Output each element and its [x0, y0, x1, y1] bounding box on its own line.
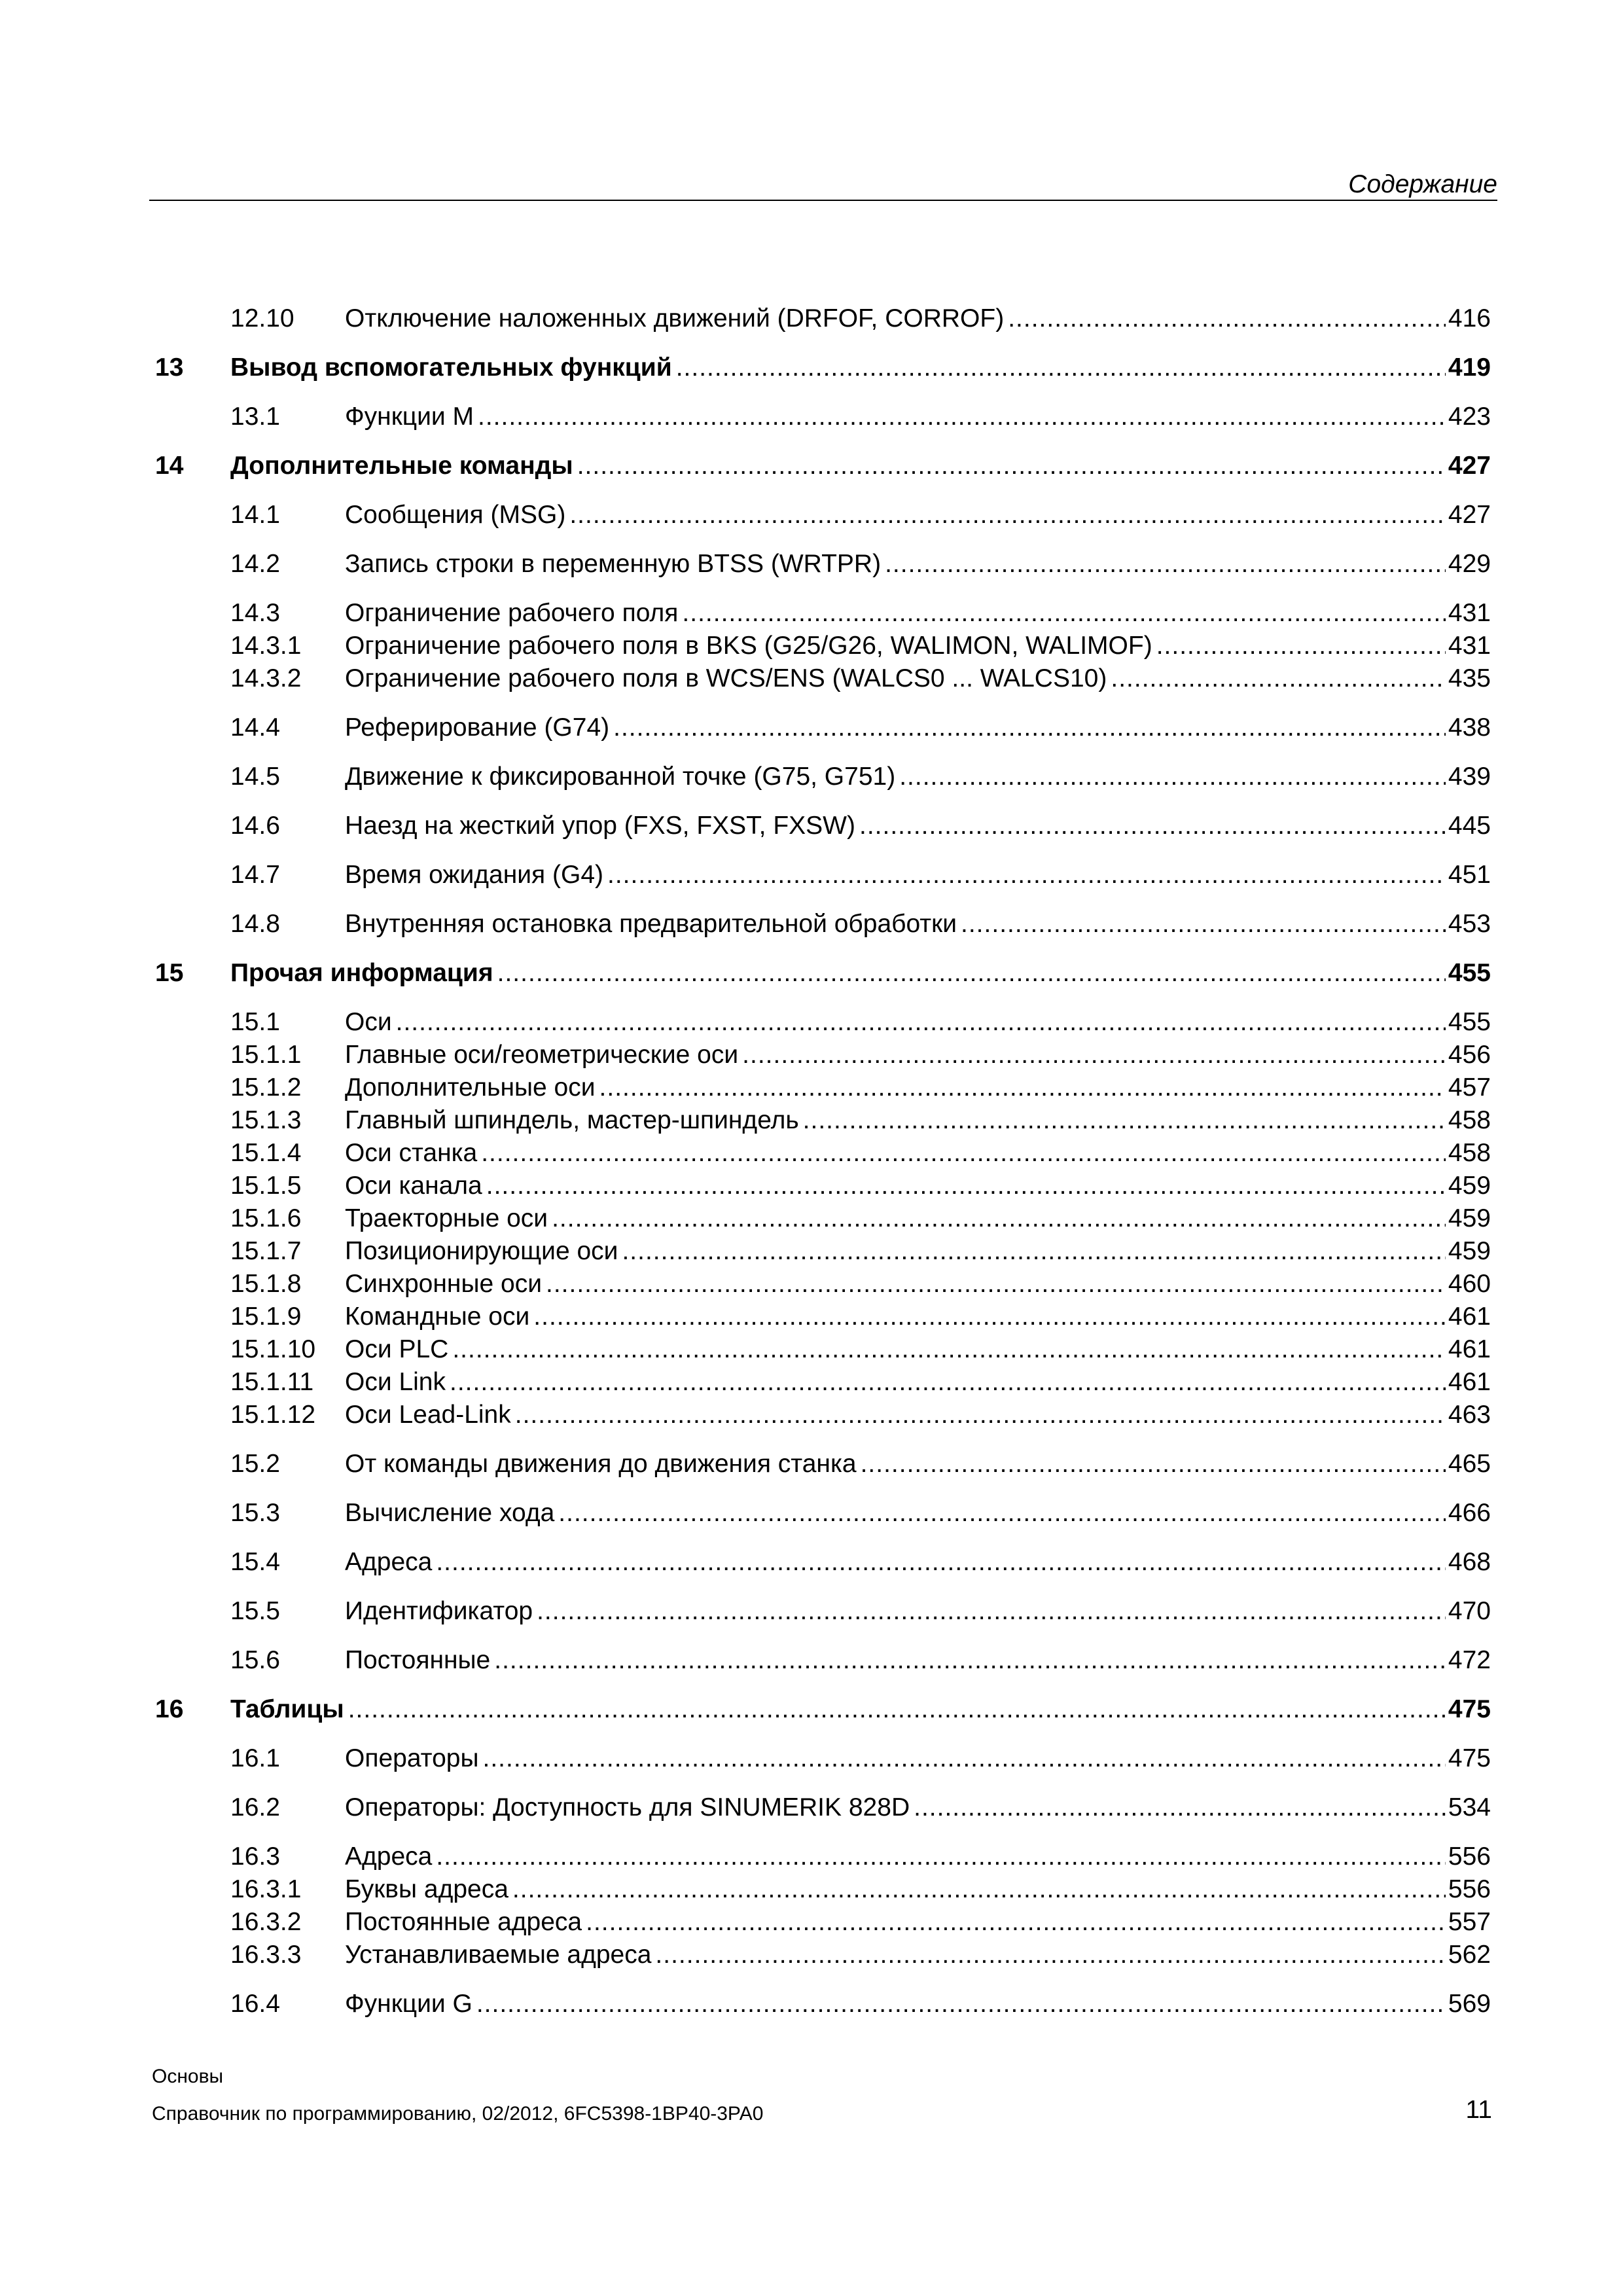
toc-entry-page-number: 431: [1448, 599, 1491, 627]
toc-entry[interactable]: [0, 761, 1623, 793]
toc-entry-title: Оси: [345, 1008, 392, 1036]
toc-entry-page-number: 470: [1448, 1597, 1491, 1625]
toc-dot-leader: [586, 1906, 1446, 1939]
toc-entry-page-number: 438: [1448, 713, 1491, 742]
toc-dot-leader: [558, 1497, 1446, 1530]
toc-dot-leader: [348, 1693, 1446, 1726]
toc-entry-leader-line: [230, 1693, 1491, 1726]
toc-dot-leader: [512, 1873, 1446, 1906]
toc-entry-number: 14.3: [230, 599, 280, 627]
toc-entry[interactable]: [0, 1006, 1623, 1039]
toc-entry-page-number: 562: [1448, 1941, 1491, 1969]
toc-entry-page-number: 427: [1448, 501, 1491, 529]
toc-entry-leader-line: [345, 810, 1491, 842]
toc-entry[interactable]: [0, 1235, 1623, 1268]
toc-entry[interactable]: [0, 1791, 1623, 1824]
toc-dot-leader: [478, 401, 1446, 433]
toc-entry-leader-line: [345, 908, 1491, 941]
toc-chapter-entry[interactable]: [0, 1693, 1623, 1726]
toc-entry-page-number: 461: [1448, 1302, 1491, 1331]
toc-entry-number: 15.1.4: [230, 1139, 302, 1167]
toc-entry-number: 13: [155, 353, 184, 382]
toc-dot-leader: [899, 761, 1446, 793]
toc-entry-page-number: 435: [1448, 664, 1491, 692]
toc-entry-title: Реферирование (G74): [345, 713, 610, 742]
toc-chapter-entry[interactable]: [0, 957, 1623, 990]
toc-entry-leader-line: [345, 597, 1491, 630]
toc-entry-leader-line: [345, 1742, 1491, 1775]
toc-entry-page-number: 445: [1448, 812, 1491, 840]
toc-entry-title: Операторы: Доступность для SINUMERIK 828D: [345, 1793, 910, 1821]
toc-entry[interactable]: [0, 908, 1623, 941]
toc-entry-number: 15.1.2: [230, 1073, 302, 1102]
toc-entry-leader-line: [345, 662, 1491, 695]
toc-entry[interactable]: [0, 1644, 1623, 1677]
toc-entry-page-number: 556: [1448, 1875, 1491, 1903]
toc-entry[interactable]: [0, 548, 1623, 581]
toc-entry-page-number: 419: [1448, 353, 1491, 382]
toc-entry-title: Позиционирующие оси: [345, 1237, 618, 1265]
toc-entry-title: Устанавливаемые адреса: [345, 1941, 652, 1969]
toc-entry[interactable]: [0, 1366, 1623, 1399]
footer-page-number: 11: [1465, 2096, 1492, 2124]
toc-entry-leader-line: [345, 1006, 1491, 1039]
toc-entry[interactable]: [0, 859, 1623, 891]
toc-entry-title: Оси PLC: [345, 1335, 449, 1363]
toc-entry-page-number: 439: [1448, 762, 1491, 791]
toc-entry-title: Отключение наложенных движений (DRFOF, CORROF): [345, 304, 1005, 332]
toc-chapter-entry[interactable]: [0, 450, 1623, 482]
toc-entry-leader-line: [345, 761, 1491, 793]
toc-entry-page-number: 423: [1448, 403, 1491, 431]
toc-entry-number: 15.1.11: [230, 1368, 314, 1396]
toc-dot-leader: [452, 1333, 1446, 1366]
toc-dot-leader: [552, 1202, 1446, 1235]
toc-entry-number: 16.1: [230, 1744, 280, 1772]
toc-entry-title: Постоянные адреса: [345, 1908, 582, 1936]
toc-entry-leader-line: [345, 1333, 1491, 1366]
toc-entry-leader-line: [345, 1906, 1491, 1939]
toc-entry-leader-line: [345, 499, 1491, 531]
toc-entry-number: 14.1: [230, 501, 280, 529]
toc-dot-leader: [481, 1137, 1446, 1170]
toc-entry-page-number: 466: [1448, 1499, 1491, 1527]
toc-entry-number: 14.3.2: [230, 664, 302, 692]
toc-entry-page-number: 455: [1448, 1008, 1491, 1036]
toc-entry[interactable]: [0, 1497, 1623, 1530]
toc-dot-leader: [861, 1448, 1446, 1480]
toc-entry-title: Главные оси/геометрические оси: [345, 1041, 739, 1069]
toc-dot-leader: [961, 908, 1446, 941]
toc-entry-page-number: 460: [1448, 1270, 1491, 1298]
toc-entry-title: Вывод вспомогательных функций: [230, 353, 672, 382]
toc-entry[interactable]: [0, 1300, 1623, 1333]
toc-entry-leader-line: [345, 630, 1491, 662]
toc-entry-leader-line: [230, 450, 1491, 482]
toc-entry[interactable]: [0, 1268, 1623, 1300]
toc-dot-leader: [483, 1742, 1446, 1775]
toc-dot-leader: [396, 1006, 1446, 1039]
toc-chapter-entry[interactable]: [0, 351, 1623, 384]
toc-entry-leader-line: [345, 1644, 1491, 1677]
toc-entry[interactable]: [0, 662, 1623, 695]
toc-entry-title: Вычисление хода: [345, 1499, 555, 1527]
toc-entry-page-number: 569: [1448, 1990, 1491, 2018]
toc-entry[interactable]: [0, 810, 1623, 842]
toc-dot-leader: [436, 1840, 1446, 1873]
toc-entry-number: 15.1.10: [230, 1335, 316, 1363]
toc-dot-leader: [486, 1170, 1446, 1202]
toc-entry-number: 14.8: [230, 910, 280, 938]
toc-entry-title: Адреса: [345, 1842, 433, 1871]
toc-entry-title: Движение к фиксированной точке (G75, G751): [345, 762, 896, 791]
toc-entry-number: 15.6: [230, 1646, 280, 1674]
toc-entry-page-number: 468: [1448, 1548, 1491, 1576]
toc-entry-number: 16: [155, 1695, 184, 1723]
toc-entry[interactable]: [0, 1333, 1623, 1366]
toc-dot-leader: [515, 1399, 1446, 1431]
toc-entry-leader-line: [345, 1840, 1491, 1873]
toc-dot-leader: [682, 597, 1446, 630]
toc-entry-leader-line: [345, 1235, 1491, 1268]
toc-entry-number: 15: [155, 959, 184, 987]
toc-entry-page-number: 461: [1448, 1335, 1491, 1363]
toc-entry-leader-line: [230, 351, 1491, 384]
toc-entry[interactable]: [0, 1399, 1623, 1431]
toc-entry-title: Буквы адреса: [345, 1875, 508, 1903]
toc-dot-leader: [476, 1988, 1446, 2020]
toc-entry-page-number: 458: [1448, 1106, 1491, 1134]
toc-entry-number: 15.1.9: [230, 1302, 302, 1331]
toc-entry-page-number: 457: [1448, 1073, 1491, 1102]
toc-entry[interactable]: [0, 1039, 1623, 1071]
toc-entry-number: 13.1: [230, 403, 280, 431]
toc-entry-leader-line: [345, 1202, 1491, 1235]
toc-entry-leader-line: [345, 1448, 1491, 1480]
toc-entry-number: 15.1.8: [230, 1270, 302, 1298]
toc-entry-title: Наезд на жесткий упор (FXS, FXST, FXSW): [345, 812, 855, 840]
toc-entry-page-number: 427: [1448, 452, 1491, 480]
toc-entry-leader-line: [345, 1300, 1491, 1333]
toc-entry-page-number: 461: [1448, 1368, 1491, 1396]
toc-entry-number: 14.2: [230, 550, 280, 578]
toc-entry-page-number: 416: [1448, 304, 1491, 332]
toc-entry-leader-line: [345, 859, 1491, 891]
toc-entry[interactable]: [0, 1104, 1623, 1137]
toc-entry[interactable]: [0, 1202, 1623, 1235]
toc-dot-leader: [742, 1039, 1446, 1071]
toc-entry[interactable]: [0, 711, 1623, 744]
toc-dot-leader: [497, 957, 1446, 990]
toc-dot-leader: [622, 1235, 1445, 1268]
toc-entry-title: Оси Lead-Link: [345, 1401, 511, 1429]
toc-dot-leader: [569, 499, 1446, 531]
toc-entry[interactable]: [0, 1873, 1623, 1906]
toc-entry-page-number: 451: [1448, 861, 1491, 889]
toc-entry-number: 16.3.2: [230, 1908, 302, 1936]
toc-entry-page-number: 556: [1448, 1842, 1491, 1871]
toc-dot-leader: [599, 1071, 1446, 1104]
toc-entry-number: 14.5: [230, 762, 280, 791]
toc-entry-number: 15.5: [230, 1597, 280, 1625]
toc-dot-leader: [537, 1595, 1446, 1628]
toc-entry-leader-line: [345, 711, 1491, 744]
toc-entry-number: 15.1: [230, 1008, 280, 1036]
toc-entry-number: 15.2: [230, 1450, 280, 1478]
toc-entry-number: 15.1.1: [230, 1041, 302, 1069]
toc-dot-leader: [577, 450, 1446, 482]
toc-entry-page-number: 463: [1448, 1401, 1491, 1429]
toc-dot-leader: [914, 1791, 1446, 1824]
toc-entry-leader-line: [345, 1399, 1491, 1431]
toc-entry-leader-line: [345, 1791, 1491, 1824]
toc-entry-title: Траекторные оси: [345, 1204, 548, 1232]
toc-entry-number: 16.3: [230, 1842, 280, 1871]
toc-entry-number: 14: [155, 452, 184, 480]
toc-dot-leader: [494, 1644, 1446, 1677]
toc-entry-page-number: 429: [1448, 550, 1491, 578]
toc-entry-page-number: 458: [1448, 1139, 1491, 1167]
toc-dot-leader: [1111, 662, 1446, 695]
toc-entry[interactable]: [0, 1137, 1623, 1170]
running-header: Содержание: [1348, 170, 1497, 198]
toc-entry-page-number: 456: [1448, 1041, 1491, 1069]
toc-entry-leader-line: [345, 1497, 1491, 1530]
toc-entry-leader-line: [345, 1988, 1491, 2020]
toc-entry[interactable]: [0, 1988, 1623, 2020]
toc-entry-title: Адреса: [345, 1548, 433, 1576]
toc-entry-number: 16.3.3: [230, 1941, 302, 1969]
toc-entry-page-number: 472: [1448, 1646, 1491, 1674]
toc-entry-number: 12.10: [230, 304, 294, 332]
toc-entry-title: Время ожидания (G4): [345, 861, 604, 889]
toc-entry-leader-line: [345, 1104, 1491, 1137]
toc-entry[interactable]: [0, 499, 1623, 531]
toc-entry[interactable]: [0, 401, 1623, 433]
toc-entry-page-number: 465: [1448, 1450, 1491, 1478]
toc-entry-page-number: 453: [1448, 910, 1491, 938]
toc-entry-number: 15.1.5: [230, 1172, 302, 1200]
toc-entry-title: Командные оси: [345, 1302, 530, 1331]
toc-entry-title: Внутренняя остановка предварительной обработки: [345, 910, 957, 938]
toc-dot-leader: [607, 859, 1446, 891]
toc-entry[interactable]: [0, 1939, 1623, 1971]
toc-entry-number: 15.1.3: [230, 1106, 302, 1134]
toc-entry[interactable]: [0, 597, 1623, 630]
toc-entry[interactable]: [0, 1448, 1623, 1480]
toc-entry-number: 16.2: [230, 1793, 280, 1821]
toc-dot-leader: [450, 1366, 1446, 1399]
toc-dot-leader: [676, 351, 1446, 384]
toc-entry-number: 14.3.1: [230, 632, 302, 660]
toc-entry-page-number: 459: [1448, 1237, 1491, 1265]
toc-entry[interactable]: [0, 1742, 1623, 1775]
toc-entry-number: 14.6: [230, 812, 280, 840]
toc-entry-leader-line: [230, 957, 1491, 990]
toc-entry-title: Синхронные оси: [345, 1270, 542, 1298]
toc-entry-page-number: 475: [1448, 1744, 1491, 1772]
toc-entry[interactable]: [0, 1071, 1623, 1104]
toc-entry-title: Таблицы: [230, 1695, 344, 1723]
toc-entry-leader-line: [345, 1268, 1491, 1300]
toc-entry-leader-line: [345, 1939, 1491, 1971]
toc-entry-number: 15.4: [230, 1548, 280, 1576]
toc-entry-leader-line: [345, 1071, 1491, 1104]
toc-entry-title: Идентификатор: [345, 1597, 533, 1625]
footer-book-title: Основы: [152, 2066, 224, 2087]
toc-dot-leader: [1156, 630, 1446, 662]
toc-entry-number: 15.1.12: [230, 1401, 316, 1429]
toc-dot-leader: [546, 1268, 1446, 1300]
toc-entry-number: 15.3: [230, 1499, 280, 1527]
toc-entry-title: Ограничение рабочего поля: [345, 599, 679, 627]
toc-entry-page-number: 455: [1448, 959, 1491, 987]
toc-entry-title: Постоянные: [345, 1646, 491, 1674]
toc-entry-number: 15.1.7: [230, 1237, 302, 1265]
toc-entry[interactable]: [0, 630, 1623, 662]
toc-entry-title: Функции M: [345, 403, 474, 431]
toc-entry-leader-line: [345, 401, 1491, 433]
toc-dot-leader: [436, 1546, 1446, 1579]
toc-entry-title: Ограничение рабочего поля в BKS (G25/G26, WALIMON, WALIMOF): [345, 632, 1152, 660]
toc-entry-title: Оси станка: [345, 1139, 478, 1167]
toc-entry[interactable]: [0, 1546, 1623, 1579]
toc-entry-title: Дополнительные команды: [230, 452, 573, 480]
toc-entry-title: От команды движения до движения станка: [345, 1450, 857, 1478]
toc-entry[interactable]: [0, 1840, 1623, 1873]
toc-entry-title: Сообщения (MSG): [345, 501, 566, 529]
toc-entry-leader-line: [345, 1039, 1491, 1071]
toc-dot-leader: [885, 548, 1446, 581]
toc-entry-title: Функции G: [345, 1990, 473, 2018]
toc-dot-leader: [655, 1939, 1446, 1971]
toc-dot-leader: [803, 1104, 1446, 1137]
toc-entry[interactable]: [0, 1170, 1623, 1202]
toc-dot-leader: [613, 711, 1446, 744]
toc-entry-leader-line: [345, 1595, 1491, 1628]
toc-entry-page-number: 459: [1448, 1172, 1491, 1200]
toc-entry-number: 14.7: [230, 861, 280, 889]
toc-entry-page-number: 431: [1448, 632, 1491, 660]
toc-entry-page-number: 459: [1448, 1204, 1491, 1232]
toc-entry-number: 15.1.6: [230, 1204, 302, 1232]
toc-entry-leader-line: [345, 1873, 1491, 1906]
toc-entry-title: Операторы: [345, 1744, 479, 1772]
toc-entry-number: 16.4: [230, 1990, 280, 2018]
toc-entry[interactable]: [0, 1595, 1623, 1628]
toc-entry-leader-line: [345, 1137, 1491, 1170]
toc-entry-leader-line: [345, 1366, 1491, 1399]
toc-dot-leader: [533, 1300, 1446, 1333]
toc-entry-page-number: 557: [1448, 1908, 1491, 1936]
footer-document-info: Справочник по программированию, 02/2012, 6FC5398-1BP40-3PA0: [152, 2103, 764, 2125]
toc-entry-page-number: 475: [1448, 1695, 1491, 1723]
toc-entry-leader-line: [345, 548, 1491, 581]
toc-entry-leader-line: [345, 1170, 1491, 1202]
toc-entry-title: Оси Link: [345, 1368, 446, 1396]
toc-entry-leader-line: [345, 1546, 1491, 1579]
toc-entry-title: Главный шпиндель, мастер-шпиндель: [345, 1106, 799, 1134]
toc-entry-title: Дополнительные оси: [345, 1073, 596, 1102]
toc-entry-title: Запись строки в переменную BTSS (WRTPR): [345, 550, 882, 578]
toc-entry-page-number: 534: [1448, 1793, 1491, 1821]
toc-dot-leader: [1008, 302, 1446, 335]
toc-entry-title: Прочая информация: [230, 959, 493, 987]
toc-entry[interactable]: [0, 1906, 1623, 1939]
toc-entry-number: 16.3.1: [230, 1875, 302, 1903]
toc-entry[interactable]: [0, 302, 1623, 335]
toc-dot-leader: [859, 810, 1446, 842]
toc-entry-number: 14.4: [230, 713, 280, 742]
toc-entry-leader-line: [345, 302, 1491, 335]
toc-entry-title: Ограничение рабочего поля в WCS/ENS (WALCS0 ... WALCS10): [345, 664, 1107, 692]
toc-entry-title: Оси канала: [345, 1172, 482, 1200]
